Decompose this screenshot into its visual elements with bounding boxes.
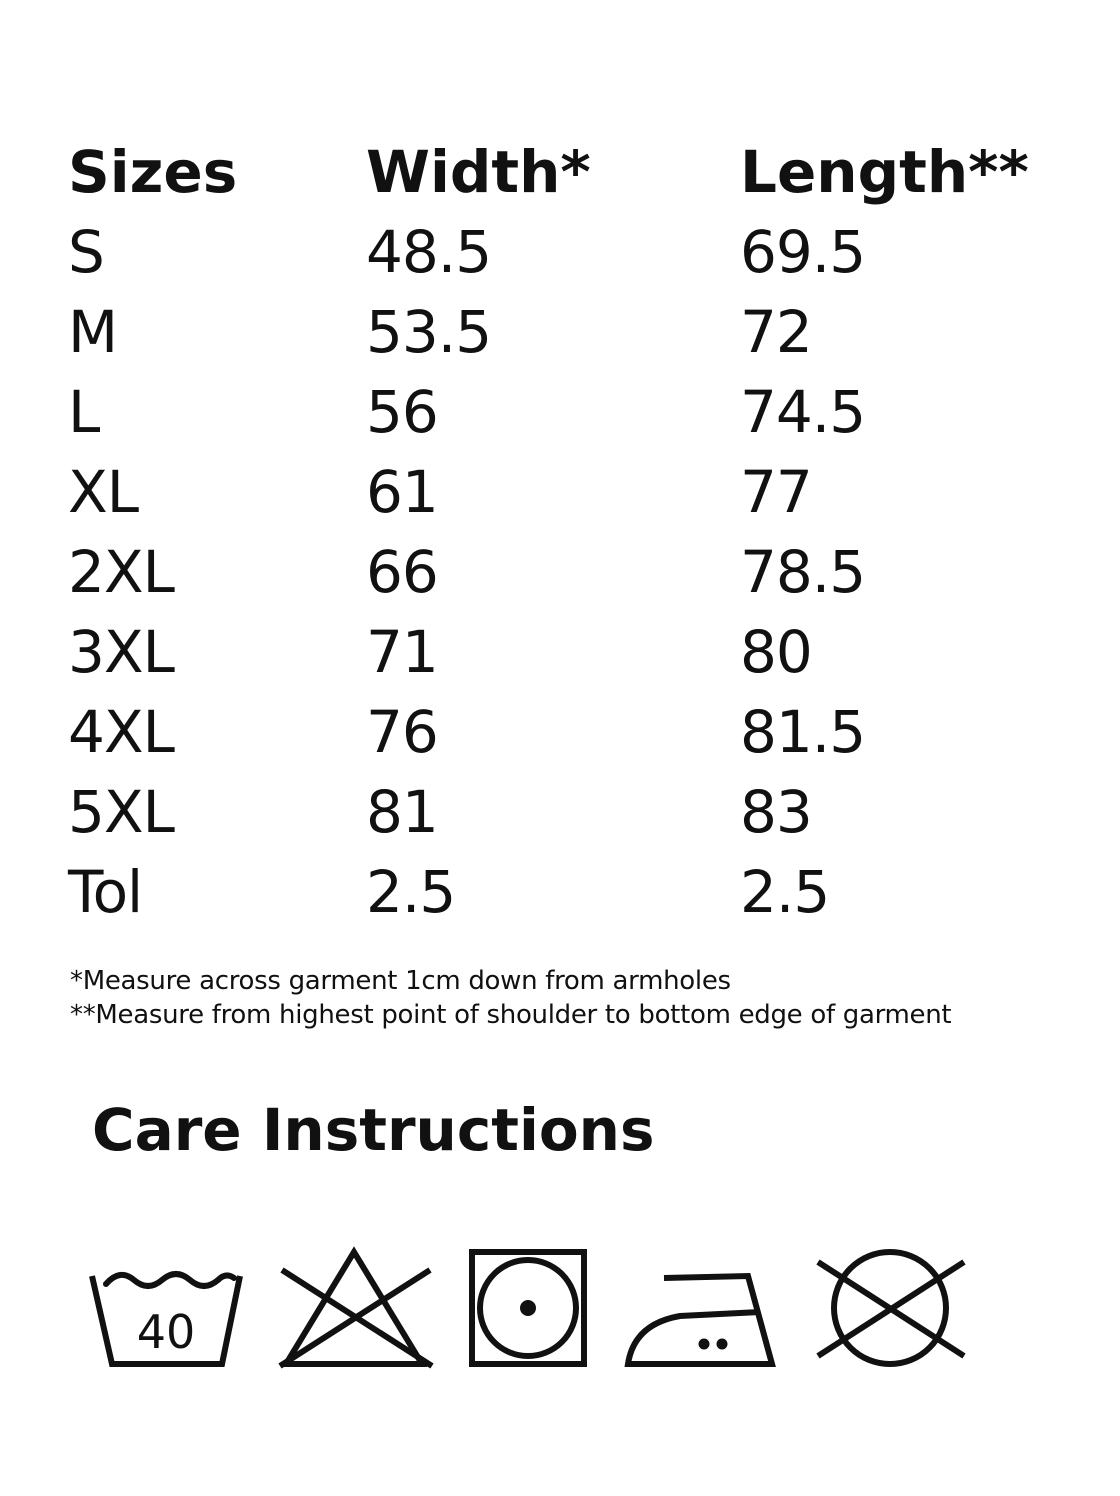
size-table <box>68 132 1078 932</box>
size-cell: 4XL <box>68 698 174 766</box>
width-cell: 81 <box>366 778 438 846</box>
no-bleach-graphic <box>274 1240 434 1380</box>
length-cell: 2.5 <box>740 858 830 926</box>
table-row <box>68 372 1078 452</box>
tumble-dry-graphic <box>462 1240 622 1380</box>
table-row <box>68 612 1078 692</box>
length-cell: 69.5 <box>740 218 866 286</box>
header-sizes: Sizes <box>68 138 238 206</box>
width-cell: 48.5 <box>366 218 492 286</box>
width-cell: 76 <box>366 698 438 766</box>
table-row <box>68 292 1078 372</box>
care-instructions-title: Care Instructions <box>92 1096 655 1164</box>
width-cell: 2.5 <box>366 858 456 926</box>
width-cell: 56 <box>366 378 438 446</box>
no-bleach-icon <box>274 1240 434 1380</box>
length-cell: 77 <box>740 458 812 526</box>
width-cell: 66 <box>366 538 438 606</box>
wash-temperature-label: 40 <box>136 1305 196 1359</box>
no-dry-clean-icon <box>810 1240 970 1380</box>
length-cell: 72 <box>740 298 812 366</box>
table-row <box>68 532 1078 612</box>
length-cell: 83 <box>740 778 812 846</box>
table-row <box>68 772 1078 852</box>
tumble-dry-icon <box>462 1240 622 1380</box>
width-cell: 53.5 <box>366 298 492 366</box>
table-row <box>68 852 1078 932</box>
table-row <box>68 452 1078 532</box>
size-cell: L <box>68 378 100 446</box>
footnotes <box>70 964 951 1032</box>
size-cell: S <box>68 218 104 286</box>
length-cell: 78.5 <box>740 538 866 606</box>
no-dry-clean-graphic <box>810 1240 970 1380</box>
care-icons <box>84 1240 984 1380</box>
header-length: Length** <box>740 138 1029 206</box>
size-cell: M <box>68 298 118 366</box>
size-cell: Tol <box>68 858 143 926</box>
wash-40-icon <box>84 1240 244 1380</box>
size-cell: 2XL <box>68 538 174 606</box>
iron-medium-icon <box>622 1240 782 1380</box>
header-width: Width* <box>366 138 591 206</box>
length-cell: 81.5 <box>740 698 866 766</box>
length-footnote: **Measure from highest point of shoulder to bottom edge of garment <box>70 1000 952 1030</box>
size-cell: 5XL <box>68 778 174 846</box>
width-footnote: *Measure across garment 1cm down from armholes <box>70 966 731 996</box>
length-cell: 74.5 <box>740 378 866 446</box>
table-row <box>68 212 1078 292</box>
width-cell: 71 <box>366 618 438 686</box>
size-cell: 3XL <box>68 618 174 686</box>
length-cell: 80 <box>740 618 812 686</box>
table-row <box>68 692 1078 772</box>
size-cell: XL <box>68 458 139 526</box>
wash-tub-graphic <box>84 1240 244 1380</box>
iron-graphic <box>622 1240 782 1380</box>
table-header <box>68 132 1078 212</box>
width-cell: 61 <box>366 458 438 526</box>
